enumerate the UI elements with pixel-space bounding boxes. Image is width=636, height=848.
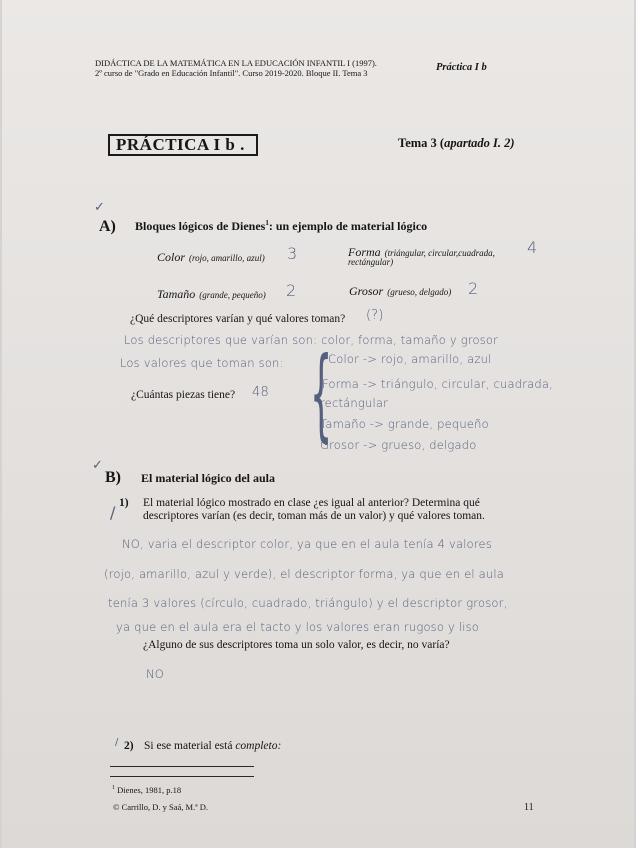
footnote [112,785,181,795]
grosor-label: Grosor [349,284,384,298]
q2-text [144,740,281,752]
section-a-letter: A) [99,218,116,235]
tamano-values: (grande, pequeño) [199,290,266,300]
forma-values: (triángular, circular,cuadrada, [384,248,495,258]
forma-answer: 4 [527,238,538,257]
header-course-title: DIDÁCTICA DE LA MATEMÁTICA EN LA EDUCACIÓN INFANTIL I (1997). [95,58,377,68]
q1-answer-line2: (rojo, amarillo, azul y verde), el descriptor forma, ya que en el aula [104,567,505,581]
page-number: 11 [524,802,534,813]
footnote-text: Dienes, 1981, p.18 [117,785,182,795]
grosor-answer: 2 [468,279,479,298]
values-tamano: Tamaño -> grande, pequeño [320,417,489,431]
values-grosor: Grosor -> grueso, delgado [320,438,477,452]
tema-text: Tema 3 ( [398,136,445,150]
section-a-footnote-mark: 1 [265,219,269,227]
footnote-rule [110,776,254,777]
q1-answer-line3: tenía 3 valores (círculo, cuadrado, triángulo) y el descriptor grosor, [108,596,508,610]
worksheet-page [2,0,634,848]
question-pieces: ¿Cuántas piezas tiene? [131,389,236,401]
values-color: Color -> rojo, amarillo, azul [328,352,492,366]
color-values: (rojo, amarillo, azul) [189,253,265,263]
single-value-answer: NO [146,667,165,681]
check-mark-a: ✓ [94,200,105,215]
pieces-answer: 48 [252,385,269,400]
q2-text-main: Si ese material está [144,740,233,752]
section-a-title-rest: : un ejemplo de material lógico [268,219,428,233]
grosor-values: (grueso, delgado) [387,287,452,297]
q1-number: 1) [119,497,129,509]
check-mark-b: ✓ [92,458,103,473]
tick-q2: / [115,737,119,748]
q1-line1: El material lógico mostrado en clase ¿es igual al anterior? Determina qué [143,497,480,509]
section-b-title: El material lógico del aula [141,471,275,485]
descriptor-color [157,248,265,266]
question-descriptors: ¿Qué descriptores varían y qué valores toman? [130,313,346,325]
values-forma: Forma -> triángulo, circular, cuadrada, [322,377,554,391]
footnote-mark: 1 [112,785,115,792]
tamano-answer: 2 [286,281,297,300]
descriptor-grosor [349,282,451,300]
answer-descriptors-line1: Los descriptores que varían son: color, forma, tamaño y grosor [124,333,499,347]
q2-number: 2) [124,740,134,752]
question-mark-note: (?) [366,308,384,323]
q1-answer-line4: ya que en el aula era el tacto y los valores eran rugoso y liso [116,620,480,634]
color-label: Color [157,250,186,264]
color-answer: 3 [287,244,298,263]
practice-title: PRÁCTICA I b . [108,134,258,156]
values-forma-cont: rectángular [320,396,389,410]
descriptor-tamano [157,285,266,303]
section-a-title [135,219,427,234]
section-b-letter: B) [105,469,121,486]
answer-line [110,766,254,767]
brace-mark: { [310,335,333,452]
footer-credit: © Carrillo, D. y Saá, M.ª D. [113,802,208,812]
forma-values-cont: rectángular) [348,257,394,267]
section-a-title-text: Bloques lógicos de Dienes [135,219,266,233]
q2-text-italic: completo: [235,740,282,752]
tema-label [398,136,515,151]
answer-descriptors-line2: Los valores que toman son: [120,356,284,370]
tick-q1: / [110,503,116,522]
header-practice-label: Práctica I b [436,62,487,73]
question-single-value: ¿Alguno de sus descriptores toma un solo valor, es decir, no varía? [143,639,450,651]
tema-apartado: apartado I. 2) [444,136,515,150]
q1-line2: descriptores varían (es decir, toman más de un valor) y qué valores toman. [143,510,485,522]
header-course-info: 2º curso de "Grado en Educación Infantil". Curso 2019-2020. Bloque II. Tema 3 [95,68,368,78]
forma-label: Forma [348,245,381,259]
tamano-label: Tamaño [157,287,196,301]
q1-answer-line1: NO, varia el descriptor color, ya que en el aula tenía 4 valores [122,537,493,551]
